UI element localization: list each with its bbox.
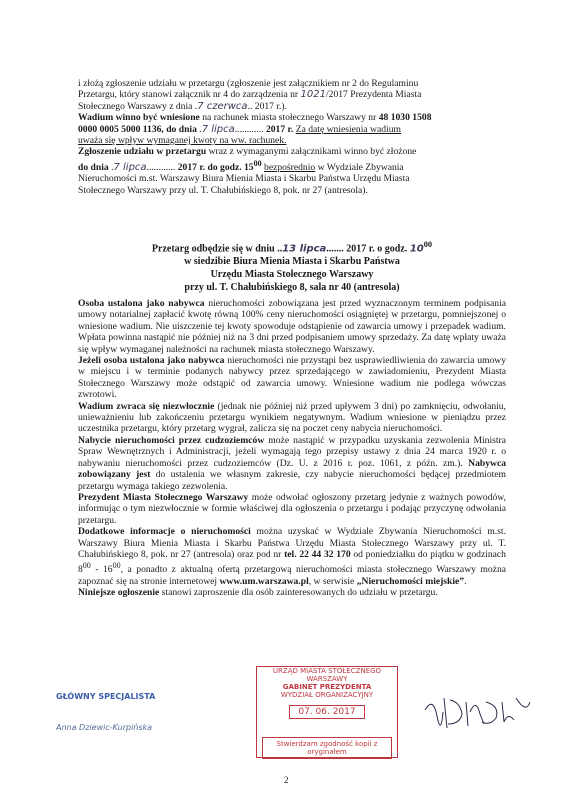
cancellation-paragraph: Prezydent Miasta Stołecznego Warszawy może odwołać ogłoszony przetarg jedynie z ważnych powodów, informując o tym niezwłocznie w formie właściwej dla ogłoszenia o przetargu i podając przyczynę odwołania przetargu. xyxy=(78,491,506,526)
auction-venue-1: w siedzibie Biura Mienia Miasta i Skarbu Państwa xyxy=(184,256,400,268)
page-number: 2 xyxy=(284,775,289,785)
intro-line-3: Stołecznego Warszawy z dnia .7 czerwca.. 2017 r.). xyxy=(78,100,288,112)
intro-line-1: i złożą zgłoszenie udziału w przetargu (zgłoszenie jest załącznikiem nr 2 do Regulaminu xyxy=(78,78,419,89)
auction-venue-2: Urzędu Miasta Stołecznego Warszawy xyxy=(210,269,374,281)
office-stamp-line-1: URZĄD MIASTA STOŁECZNEGO WARSZAWY xyxy=(272,667,382,683)
signature-image xyxy=(420,690,540,740)
specialist-name: Anna Dziewic-Kurpińska xyxy=(56,723,153,732)
auction-date-line: Przetarg odbędzie się w dniu ..13 lipca....... 2017 r. o godz. $10^{00}$ xyxy=(151,240,433,255)
office-stamp-date: 07. 06. 2017 xyxy=(289,705,365,719)
zgloszenie-paragraph: Zgłoszenie udziału w przetargu wraz z wymaganymi załącznikami winno być złożone do dnia .7 lipca............ 2017 r. do godz. $15^{00}$ bezpośrednio w Wydziale Zbywania Nieruchomości m.st. Warszawy Biura Mienia Miasta i Skarbu Państwa Urzędu Miasta Stołecznego Warszawy przy ul. T. Chałubińskiego 8, pok. nr 27 (antresola). xyxy=(78,146,417,196)
specialist-title: GŁÓWNY SPECJALISTA xyxy=(56,692,156,701)
closing-paragraph: Niniejsze ogłoszenie stanowi zaproszenie dla osób zainteresowanych do udziału w przetargu. xyxy=(78,587,438,599)
wadium-return-paragraph: Wadium zwraca się niezwłocznie (jednak nie później niż przed upływem 3 dni) po zamknięciu, odwołaniu, unieważnieniu lub zakończeniu przetargu wynikiem negatywnym. Wadium wniesione w pieniądzu przez uczestnika przetargu, który przetarg wygrał, zalicza się na poczet ceny nabycia nieruchomości. xyxy=(78,400,506,435)
conditions-block xyxy=(78,298,506,599)
additional-info-paragraph: Dodatkowe informacje o nieruchomości można uzyskać w Wydziale Zbywania Nieruchomości m.st. Warszawy Biura Mienia Miasta i Skarbu Państwa Urzędu Miasta Stołecznego Warszawy przy ul. T. Chałubińskiego 8, pok. nr 27 (antresola) oraz pod nr tel. 22 44 32 170 od poniedziałku do piątku w godzinach $8^{00} - 16^{00}$, a ponadto z aktualną ofertą przetargową nieruchomości miasta stołecznego Warszawy można zapoznać się na stronie internetowej www.um.warszawa.pl, w serwisie „Nieruchomości miejskie”. xyxy=(78,526,506,587)
intro-line-2: Przetargu, który stanowi załącznik nr 4 do zarządzenia nr 1021/2017 Prezydenta Miasta xyxy=(78,89,422,101)
specialist-stamp xyxy=(56,692,206,732)
wadium-paragraph: Wadium winno być wniesione na rachunek miasta stołecznego Warszawy nr 48 1030 1508 0000 0005 5000 1136, do dnia .7 lipca............ 2017 r. Za datę wniesienia wadium uważa się wpływ wymaganej kwoty na ww. rachunek. xyxy=(78,112,432,147)
office-stamp-line-3: WYDZIAŁ ORGANIZACYJNY xyxy=(280,691,374,699)
office-stamp-line-2: GABINET PREZYDENTA xyxy=(282,683,372,691)
buyer-refusal-paragraph: Jeżeli osoba ustalona jako nabywca nieruchomości nie przystąpi bez usprawiedliwienia do zawarcia umowy w miejscu i w terminie podanych nabywcy przez sprzedającego w zawiadomieniu, Prezydent Miasta Stołecznego Warszawy może odstąpić od zawarcia umowy. Wniesione wadium nie podlega wówczas zwrotowi. xyxy=(78,355,506,401)
foreigners-paragraph: Nabycie nieruchomości przez cudzoziemców może nastąpić w przypadku uzyskania zezwolenia Ministra Spraw Wewnętrznych i Administracji, jeżeli wymagają tego przepisy ustawy z dnia 24 marca 1920 r. o nabywaniu nieruchomości przez cudzoziemców (Dz. U. z 2016 r. poz. 1061, z późn. zm.). Nabywca zobowiązany jest do ustalenia we własnym zakresie, czy nabycie nieruchomości będącej przedmiotem przetargu wymaga takiego zezwolenia. xyxy=(78,434,506,492)
intro-block xyxy=(78,78,506,196)
auction-header xyxy=(78,238,506,294)
buyer-payment-paragraph: Osoba ustalona jako nabywca nieruchomości zobowiązana jest przed wyznaczonym terminem podpisania umowy notarialnej zapłacić kwotę równą 100% ceny nieruchomości osiągniętej w przetargu, pomniejszonej o wniesione wadium. Nie uiszczenie tej kwoty spowoduje odstąpienie od zawarcia umowy i przepadek wadium. Wpłata powinna nastąpić nie później niż na 3 dni przed podpisaniem umowy sprzedaży. Za datę wpłaty uważa się wpływ wymaganej należności na rachunek miasta stołecznego Warszawy. xyxy=(78,298,506,355)
certification-stamp: Stwierdzam zgodność kopii z oryginałem xyxy=(262,737,392,759)
auction-venue-3: przy ul. T. Chałubińskiego 8, sala nr 40 (antresola) xyxy=(184,282,400,294)
